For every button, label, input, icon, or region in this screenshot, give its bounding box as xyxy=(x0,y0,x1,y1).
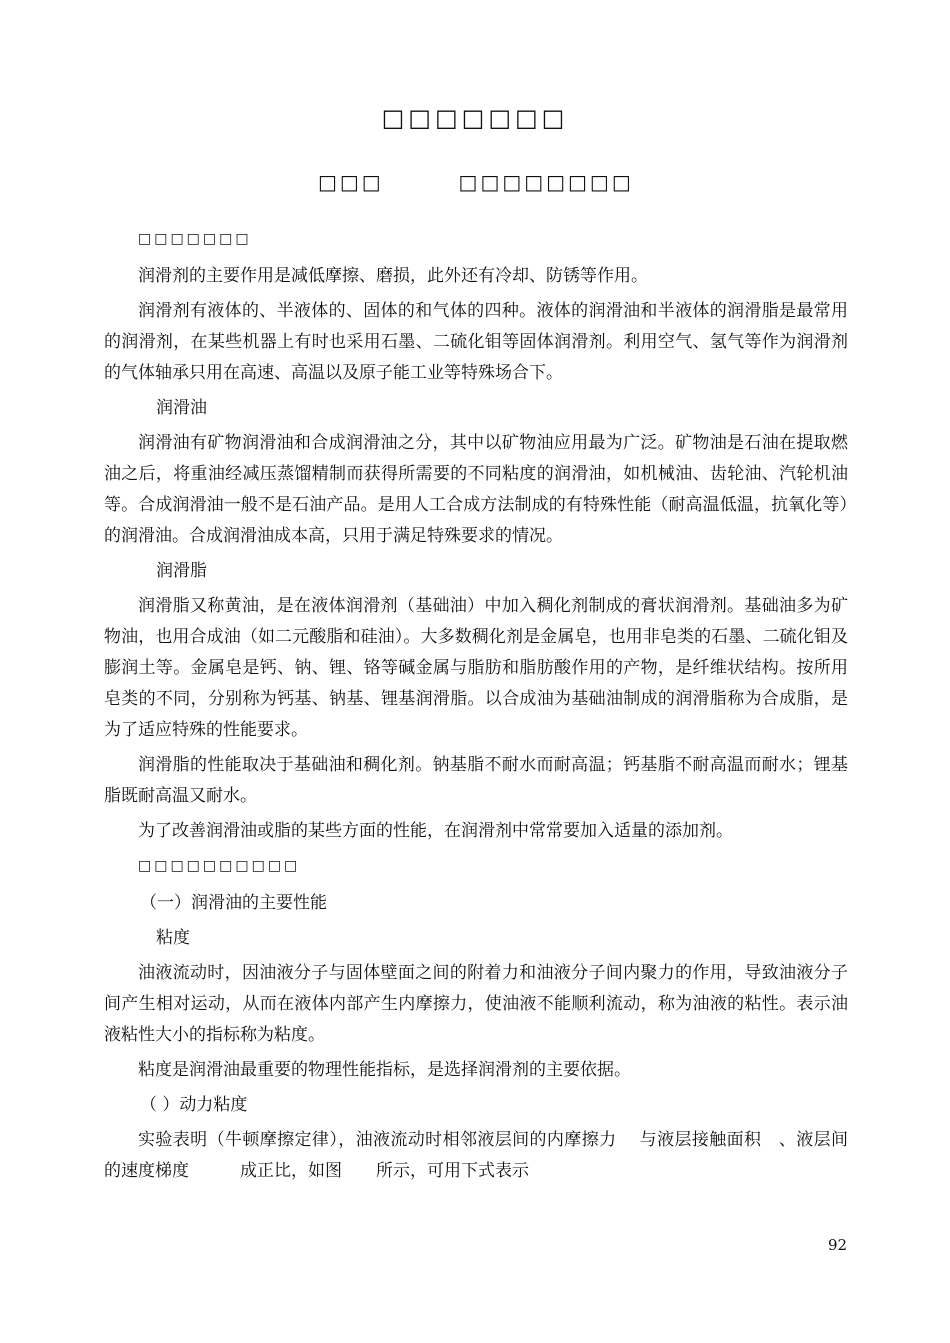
subheading-dynamic-viscosity: （ ）动力粘度 xyxy=(140,1095,248,1115)
paragraph-8: 粘度是润滑油最重要的物理性能指标，是选择润滑剂的主要依据。 xyxy=(138,1060,631,1080)
paragraph-1: 润滑剂的主要作用是减低摩擦、磨损，此外还有冷却、防锈等作用。 xyxy=(138,266,648,286)
paragraph-5: 润滑脂的性能取决于基础油和稠化剂。钠基脂不耐水而耐高温；钙基脂不耐高温而耐水；锂基脂既耐高温又耐水。 xyxy=(104,755,848,806)
section-title: □□□ □□□□□□□□ xyxy=(318,170,634,194)
paragraph-4: 润滑脂又称黄油，是在液体润滑剂（基础油）中加入稠化剂制成的膏状润滑剂。基础油多为矿物油，也用合成油（如二元酸脂和硅油）。大多数稠化剂是金属皂，也用非皂类的石墨、二硫化钼及膨润土等。金属皂是钙、钠、锂、铬等碱金属与脂肪和脂肪酸作用的产物，是纤维状结构。按所用皂类的不同，分别称为钙基、钠基、锂基润滑脂。以合成油为基础油制成的润滑脂称为合成脂，是为了适应特殊的性能要求。 xyxy=(104,596,848,740)
document-body xyxy=(104,224,848,1191)
subheading-lubricating-oil: 润滑油 xyxy=(156,398,207,418)
section-heading-2: □□□□□□□□□□ xyxy=(138,858,301,874)
subheading-grease: 润滑脂 xyxy=(156,561,207,581)
paragraph-2: 润滑剂有液体的、半液体的、固体的和气体的四种。液体的润滑油和半液体的润滑脂是最常用的润滑剂，在某些机器上有时也采用石墨、二硫化钼等固体润滑剂。利用空气、氢气等作为润滑剂的气体轴承只用在高速、高温以及原子能工业等特殊场合下。 xyxy=(104,301,848,383)
section-heading-1: □□□□□□□ xyxy=(138,231,252,247)
paragraph-9: 实验表明（牛顿摩擦定律），油液流动时相邻液层间的内摩擦力 与液层接触面积 、液层间的速度梯度 成正比，如图 所示，可用下式表示 xyxy=(104,1130,848,1181)
paragraph-3: 润滑油有矿物润滑油和合成润滑油之分，其中以矿物油应用最为广泛。矿物油是石油在提取燃油之后，将重油经减压蒸馏精制而获得所需要的不同粘度的润滑油，如机械油、齿轮油、汽轮机油等。合成润滑油一般不是石油产品。是用人工合成方法制成的有特殊性能（耐高温低温，抗氧化等）的润滑油。合成润滑油成本高，只用于满足特殊要求的情况。 xyxy=(104,433,848,546)
paragraph-7: 油液流动时，因油液分子与固体壁面之间的附着力和油液分子间内聚力的作用，导致油液分子间产生相对运动，从而在液体内部产生内摩擦力，使油液不能顺利流动，称为油液的粘性。表示油液粘性大小的指标称为粘度。 xyxy=(104,963,848,1045)
chapter-title: □□□□□□□ xyxy=(381,104,569,132)
page-number: 92 xyxy=(828,1236,848,1254)
subheading-viscosity: 粘度 xyxy=(156,928,190,948)
subheading-oil-properties: （一）润滑油的主要性能 xyxy=(140,893,327,913)
paragraph-6: 为了改善润滑油或脂的某些方面的性能，在润滑剂中常常要加入适量的添加剂。 xyxy=(138,821,733,841)
